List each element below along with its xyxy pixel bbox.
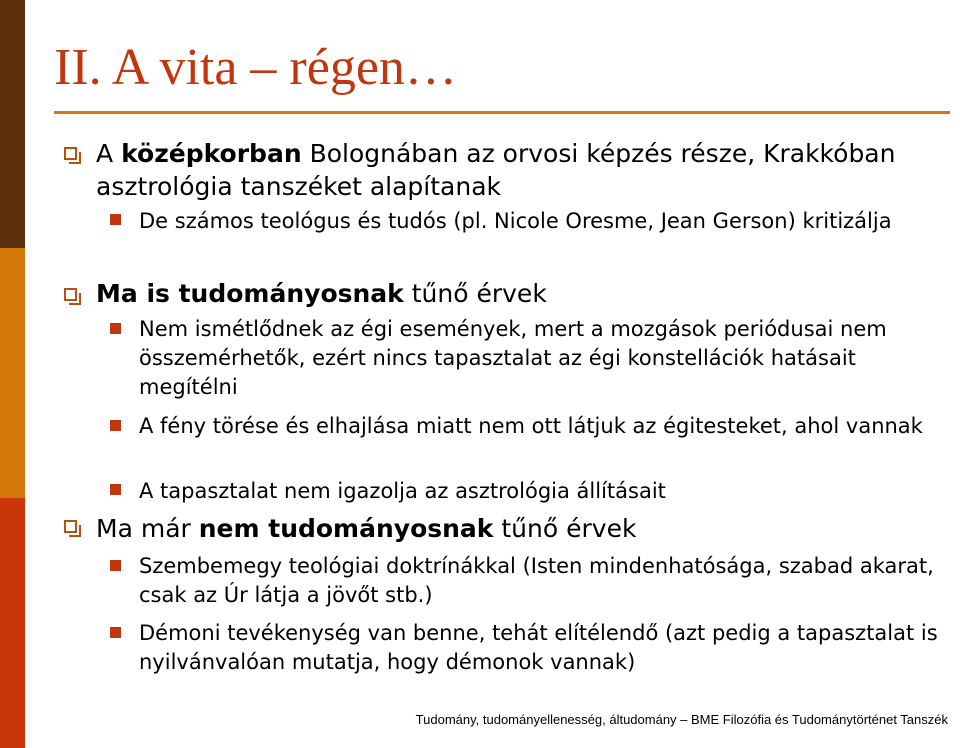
- sub-bullet-item: A fény törése és elhajlása miatt nem ott látjuk az égitesteket, ahol vannak: [139, 414, 923, 438]
- square-bullet-icon: [64, 520, 77, 533]
- title-rule: [54, 111, 950, 114]
- sub-bullet-icon: [110, 560, 121, 571]
- bullet-bold: Ma is tudományosnak: [96, 279, 404, 308]
- bullet-item: [96, 137, 946, 203]
- sub-bullet-item: Nem ismétlődnek az égi események, mert a mozgások periódusai nem összemérhetők, ezért nincs tapasztalat az égi konstellációk hatásait megítélni: [139, 317, 887, 399]
- sub-bullet-icon: [110, 214, 121, 225]
- sidebar-bar-dark: [0, 0, 25, 248]
- bullet-pre: A: [96, 139, 122, 168]
- square-bullet-icon: [64, 147, 77, 160]
- sub-bullet-item: Démoni tevékenység van benne, tehát elítélendő (azt pedig a tapasztalat is nyilvánvalóan mutatja, hogy démonok vannak): [139, 621, 938, 674]
- sub-bullet-icon: [110, 484, 121, 495]
- sub-bullet-item: Szembemegy teológiai doktrínákkal (Isten mindenhatósága, szabad akarat, csak az Úr látja a jövőt stb.): [139, 554, 934, 607]
- sub-bullet-item: De számos teológus és tudós (pl. Nicole Oresme, Jean Gerson) kritizálja: [139, 209, 892, 233]
- slide-title: II. A vita – régen…: [54, 39, 457, 96]
- bullet-post: tűnő érvek: [403, 279, 547, 308]
- bullet-pre: Ma már: [96, 514, 199, 543]
- sub-bullet-icon: [110, 420, 121, 431]
- sidebar-bar-orange: [0, 248, 25, 498]
- bullet-item: [96, 512, 946, 545]
- bullet-post: tűnő érvek: [493, 514, 637, 543]
- sub-bullet-icon: [110, 627, 121, 638]
- sub-bullet-icon: [110, 323, 121, 334]
- sidebar-decoration: [0, 0, 25, 748]
- slide-footer: Tudomány, tudományellenesség, áltudomány – BME Filozófia és Tudománytörténet Tanszék: [415, 712, 948, 727]
- sidebar-bar-red: [0, 498, 25, 748]
- bullet-bold: nem tudományosnak: [198, 514, 494, 543]
- sub-bullet-item: A tapasztalat nem igazolja az asztrológia állításait: [139, 479, 666, 503]
- bullet-bold: középkorban: [121, 139, 302, 168]
- bullet-item: [96, 277, 946, 310]
- bullet-post: Bolognában az orvosi képzés része, Krakkóban asztrológia tanszéket alapítanak: [96, 139, 896, 201]
- square-bullet-icon: [64, 288, 77, 301]
